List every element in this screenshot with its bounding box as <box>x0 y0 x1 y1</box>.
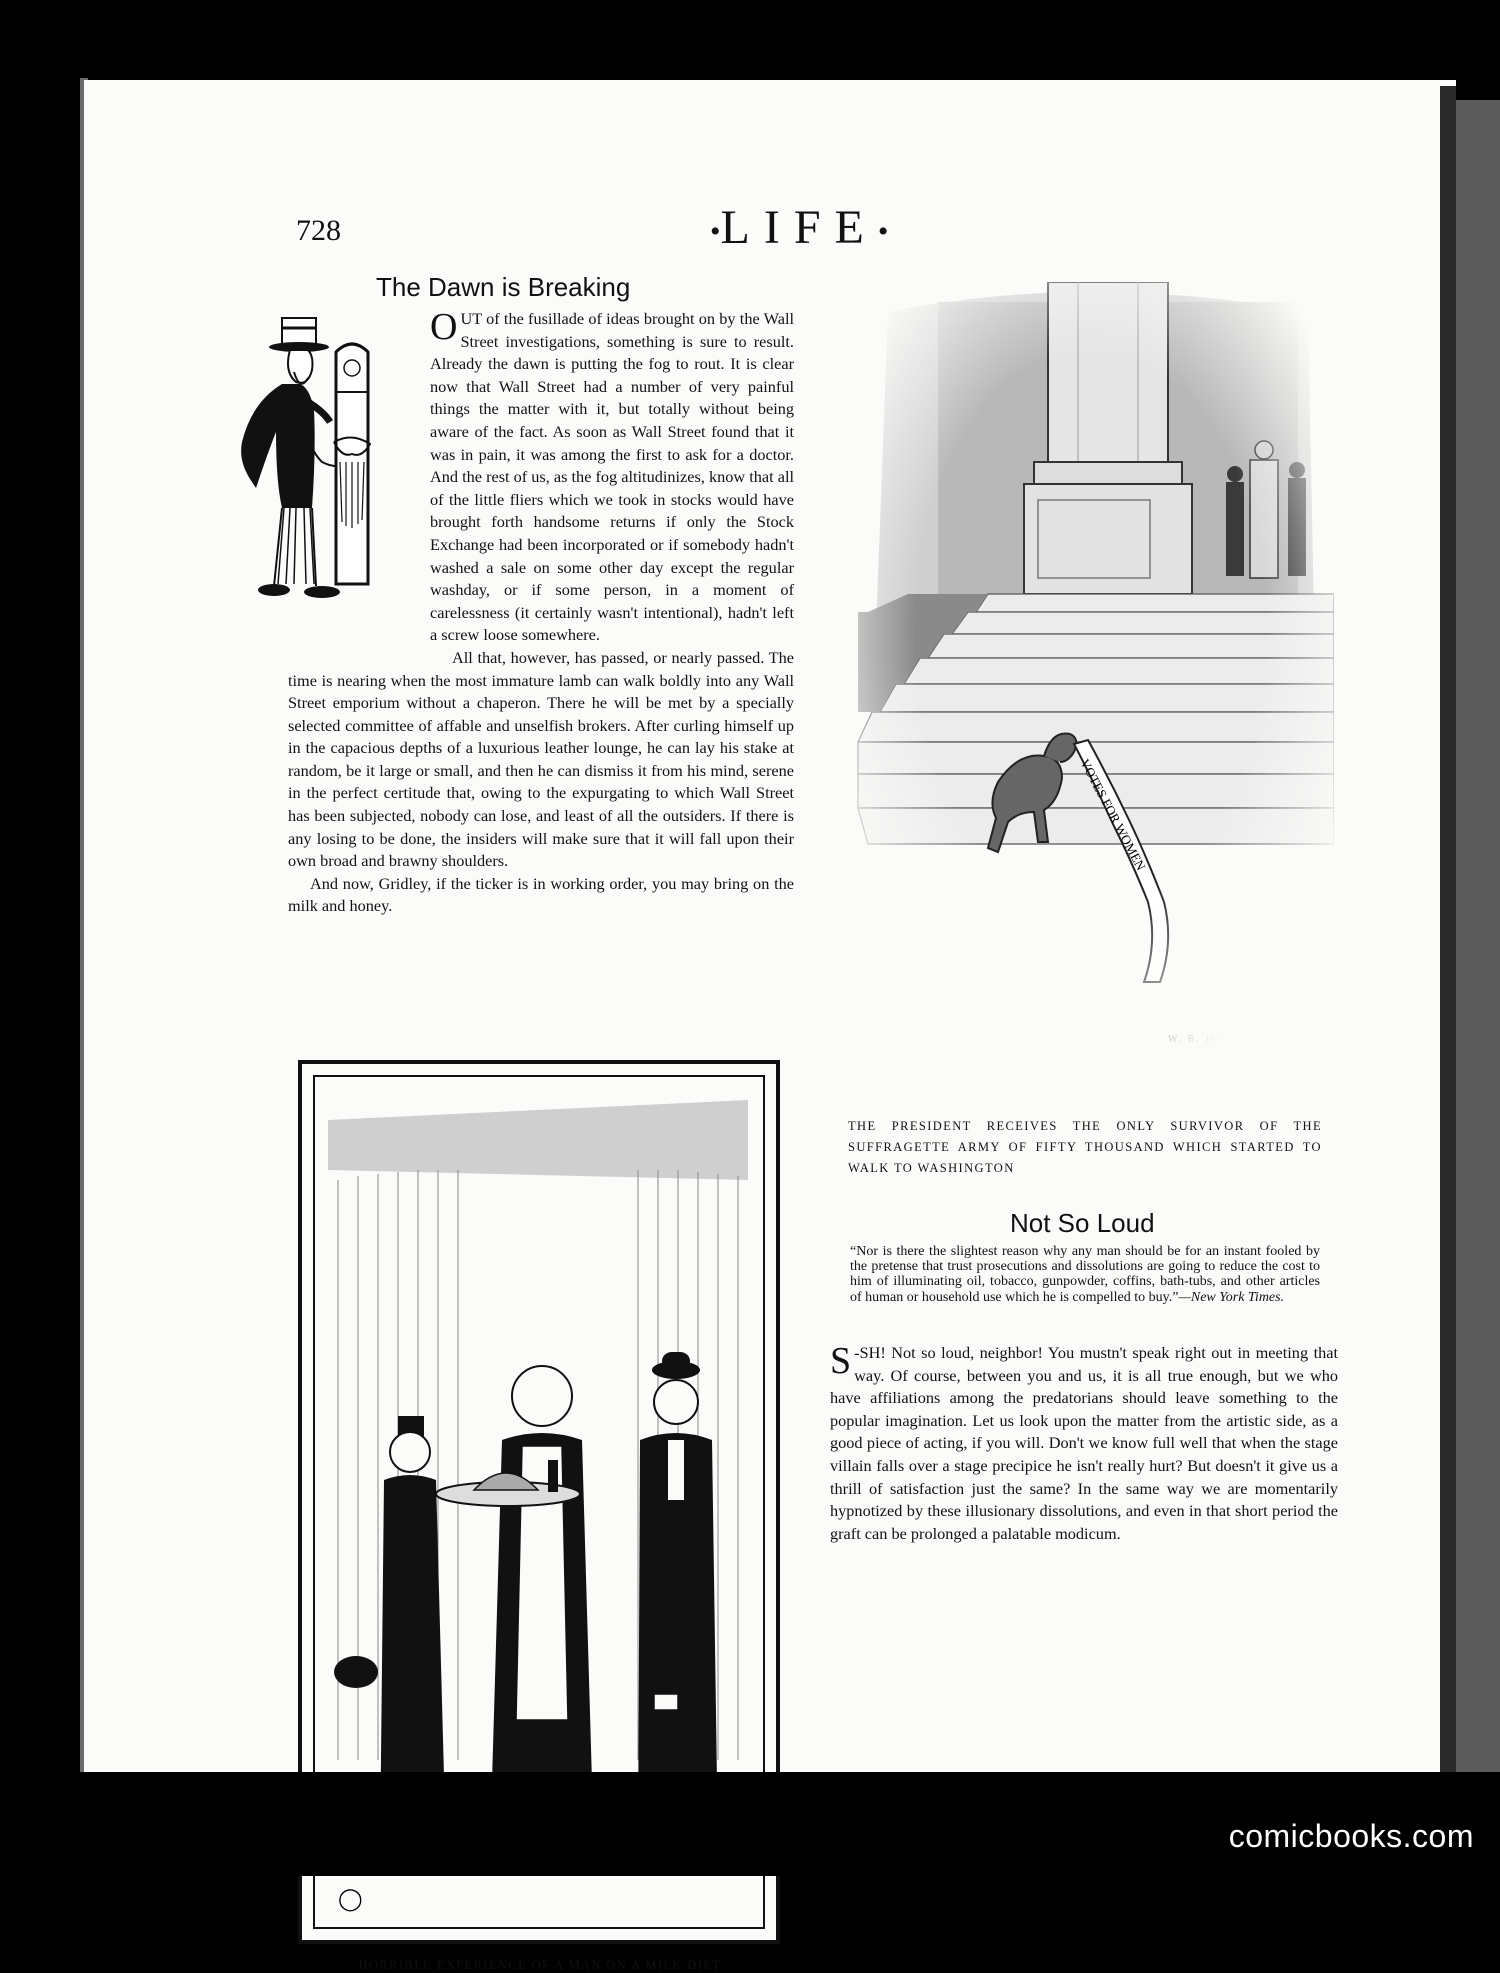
article-body-not-so-loud <box>830 1342 1338 1545</box>
drop-cap-s: S <box>830 1340 852 1382</box>
drop-cap-o: O <box>430 306 458 348</box>
paragraph-not-so-loud-text: -SH! Not so loud, neighbor! You mustn't speak right out in meeting that way. Of course, between you and us, it is all true enough, but we who have affiliations among the predatorians should leave something to the popular imagination. Let us look upon the matter from the artistic side, as a good piece of acting, if you will. Don't we know full well that when the stage villain falls over a stage precipice he isn't really hurt? But doesn't it give us a thrill of satisfaction just the same? In the same way we are momentarily hypnotized by these illusionary dissolutions, and even in that short period the graft can be prolonged a palatable modicum. <box>830 1343 1338 1543</box>
epigraph-text: “Nor is there the slightest reason why any man should be for an instant fooled by the pretense that trust prosecutions and dissolutions are going to reduce the cost to him of illuminating oil, tobacco, gunpowder, coffins, bath-tubs, and other articles of human or household use which he is compelled to buy.” <box>850 1244 1320 1305</box>
article-title-dawn: The Dawn is Breaking <box>376 272 631 302</box>
caption-milk-diet: HORRIBLE EXPERIENCE OF A MAN ON A MILK DIET <box>358 1958 722 1972</box>
watermark: comicbooks.com <box>1228 1818 1474 1854</box>
article-title-not-so-loud: Not So Loud <box>1010 1208 1155 1238</box>
article-epigraph <box>850 1244 1320 1305</box>
masthead-dot-right: • <box>877 214 889 248</box>
caption-president-suffragette: THE PRESIDENT RECEIVES THE ONLY SURVIVOR OF THE SUFFRAGETTE ARMY OF FIFTY THOUSAND WHICH STARTED TO WALK TO WASHINGTON <box>848 1119 1322 1175</box>
paragraph-not-so-loud <box>830 1342 1338 1545</box>
illustration-wrap-spacer <box>288 308 430 648</box>
masthead-title: LIFE <box>720 201 878 254</box>
page-edge-right-2 <box>1456 100 1500 1776</box>
illustration-monogram: ◯ <box>338 1886 363 1911</box>
staircase-illustration <box>848 282 1334 1052</box>
page-number: 728 <box>296 214 341 247</box>
paragraph-2: All that, however, has passed, or nearly passed. The time is nearing when the most immature lamb can walk boldly into any Wall Street emporium without a chaperon. There he will be met by a specially selected committee of affable and unselfish brokers. After curling himself up in the capacious depths of a luxurious leather lounge, he can lay his stake at random, be it large or small, and then he can dismiss it from his mind, serene in the perfect certitude that, owing to the expurgating to which Wall Street has been subjected, nobody can lose, and least of all the outsiders. If there is any losing to be done, the insiders will make sure that it will fall upon their own broad and brawny shoulders. <box>288 647 794 871</box>
masthead-dot-left: • <box>710 214 721 248</box>
epigraph-source: —New York Times. <box>1178 1289 1285 1305</box>
article-body-dawn <box>288 308 794 918</box>
paragraph-1-text: UT of the fusillade of ideas brought on by the Wall Street investigations, something is sure to result. Already the dawn is putting the fog to rout. It is clear now that Wall Street had a number of very painful things the matter with it, but totally without being aware of the fact. As soon as Wall Street found that it was in pain, it was among the first to ask for a doctor. And the rest of us, as the fog altitudinizes, know that all of the little fliers which we took in stocks would have brought forth handsome returns if only the Stock Exchange had been incorporated or if somebody hadn't washed a sale on some other day except the regular washday, or if some person, in a moment of carelessness (it certainly wasn't intentional), hadn't left a screw loose somewhere. <box>430 309 794 645</box>
masthead <box>710 200 888 255</box>
page-edge-right <box>1440 86 1456 1772</box>
paragraph-3: And now, Gridley, if the ticker is in working order, you may bring on the milk and honey. <box>288 873 794 916</box>
